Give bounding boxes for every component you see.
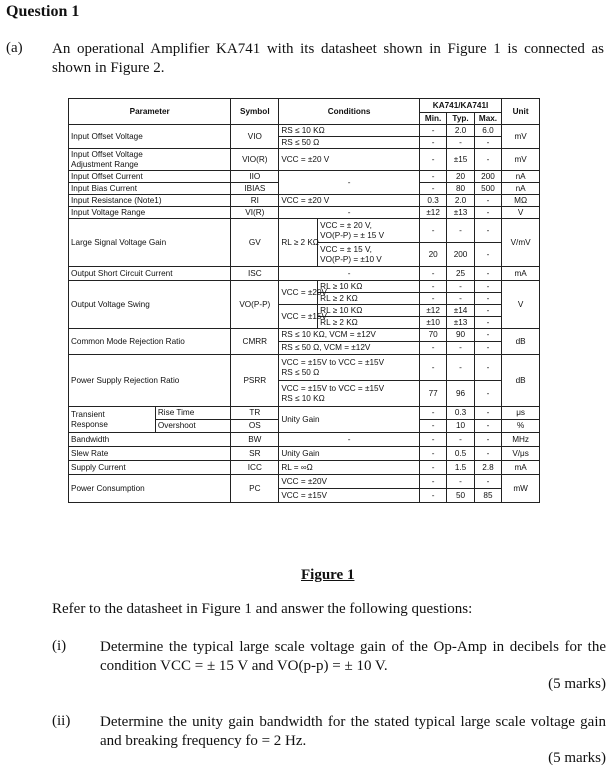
item-number-ii: (ii) <box>52 713 71 729</box>
item-number-i: (i) <box>52 638 67 654</box>
pc-min-1: - <box>419 475 446 489</box>
tr-min: - <box>419 407 446 420</box>
vior-max: - <box>474 149 501 171</box>
isc-typ: 25 <box>447 267 474 281</box>
icc-max: 2.8 <box>474 461 501 475</box>
header-device: KA741/KA741I <box>419 99 501 113</box>
param-ibias: Input Bias Current <box>69 183 231 195</box>
vio-min-1: - <box>419 125 446 137</box>
cond-gv-2 <box>318 243 420 267</box>
param-bw: Bandwidth <box>69 433 231 447</box>
param-gv: Large Signal Voltage Gain <box>69 219 231 267</box>
cond-psrr-1 <box>279 355 420 381</box>
os-max: - <box>474 420 501 433</box>
cmrr-typ-2: - <box>447 342 474 355</box>
param-iio: Input Offset Current <box>69 171 231 183</box>
item-text-i: Determine the typical large scale voltage gain of the Op-Amp in decibels for the condition VCC = ± 15 V and VO(p-p) = ± 10 V. <box>100 639 606 674</box>
cond-vopp-vcc1: VCC = ±20V <box>279 281 318 305</box>
bw-typ: - <box>447 433 474 447</box>
unit-isc: mA <box>502 267 540 281</box>
unit-iio: nA <box>502 171 540 183</box>
unit-vio: mV <box>502 125 540 149</box>
psrr-typ-2: 96 <box>447 381 474 407</box>
vopp-min-1: - <box>419 281 446 293</box>
cond-cmrr-2: RS ≤ 50 Ω, VCM = ±12V <box>279 342 420 355</box>
ri-typ: 2.0 <box>447 195 474 207</box>
ibias-min: - <box>419 183 446 195</box>
ri-min: 0.3 <box>419 195 446 207</box>
cond-cmrr-1: RS ≤ 10 KΩ, VCM = ±12V <box>279 329 420 342</box>
vopp-typ-1: - <box>447 281 474 293</box>
vopp-max-1: - <box>474 281 501 293</box>
sym-isc: ISC <box>231 267 279 281</box>
icc-typ: 1.5 <box>447 461 474 475</box>
sym-cmrr: CMRR <box>231 329 279 355</box>
cmrr-typ-1: 90 <box>447 329 474 342</box>
sym-vio: VIO <box>231 125 279 149</box>
sym-tr: TR <box>231 407 279 420</box>
cmrr-min-1: 70 <box>419 329 446 342</box>
cond-icc: RL = ∞Ω <box>279 461 420 475</box>
icc-min: - <box>419 461 446 475</box>
vopp-typ-4: ±13 <box>447 317 474 329</box>
unit-os: % <box>502 420 540 433</box>
vior-min: - <box>419 149 446 171</box>
vior-typ: ±15 <box>447 149 474 171</box>
cond-vio-1: RS ≤ 10 KΩ <box>279 125 420 137</box>
cond-psrr-2a: VCC = ±15V to VCC = ±15V <box>281 383 385 393</box>
gv-min-1: - <box>419 219 446 243</box>
param-cmrr: Common Mode Rejection Ratio <box>69 329 231 355</box>
cond-gv-rl: RL ≥ 2 KΩ <box>279 219 318 267</box>
sym-ibias: IBIAS <box>231 183 279 195</box>
sym-bw: BW <box>231 433 279 447</box>
unit-cmrr: dB <box>502 329 540 355</box>
cond-pc-2: VCC = ±15V <box>279 489 420 503</box>
vopp-max-2: - <box>474 293 501 305</box>
unit-gv: V/mV <box>502 219 540 267</box>
sym-vopp: VO(P-P) <box>231 281 279 329</box>
pc-typ-2: 50 <box>447 489 474 503</box>
header-parameter: Parameter <box>69 99 231 125</box>
tr-typ: 0.3 <box>447 407 474 420</box>
pc-typ-1: - <box>447 475 474 489</box>
cond-gv-1a: VCC = ± 20 V, <box>320 220 372 230</box>
unit-vir: V <box>502 207 540 219</box>
unit-psrr: dB <box>502 355 540 407</box>
gv-typ-1: - <box>447 219 474 243</box>
cmrr-max-2: - <box>474 342 501 355</box>
gv-max-2: - <box>474 243 501 267</box>
header-symbol: Symbol <box>231 99 279 125</box>
sym-psrr: PSRR <box>231 355 279 407</box>
cond-psrr-2 <box>279 381 420 407</box>
vio-max-1: 6.0 <box>474 125 501 137</box>
ibias-max: 500 <box>474 183 501 195</box>
header-typ: Typ. <box>447 113 474 125</box>
isc-max: - <box>474 267 501 281</box>
unit-pc: mW <box>502 475 540 503</box>
sym-os: OS <box>231 420 279 433</box>
cond-iio: - <box>279 171 420 195</box>
cond-psrr-1a: VCC = ±15V to VCC = ±15V <box>281 357 385 367</box>
gv-max-1: - <box>474 219 501 243</box>
cond-vir: - <box>279 207 420 219</box>
unit-ibias: nA <box>502 183 540 195</box>
param-vopp: Output Voltage Swing <box>69 281 231 329</box>
unit-vior: mV <box>502 149 540 171</box>
unit-sr: V/μs <box>502 447 540 461</box>
sym-iio: IIO <box>231 171 279 183</box>
cmrr-min-2: - <box>419 342 446 355</box>
psrr-min-2: 77 <box>419 381 446 407</box>
vopp-min-2: - <box>419 293 446 305</box>
question-title: Question 1 <box>6 3 80 20</box>
header-conditions: Conditions <box>279 99 420 125</box>
cond-gv-1b: VO(P-P) = ± 15 V <box>320 230 385 240</box>
cond-gv-2a: VCC = ± 15 V, <box>320 244 372 254</box>
header-unit: Unit <box>502 99 540 125</box>
vopp-typ-2: - <box>447 293 474 305</box>
os-min: - <box>419 420 446 433</box>
sym-pc: PC <box>231 475 279 503</box>
sym-gv: GV <box>231 219 279 267</box>
gv-min-2: 20 <box>419 243 446 267</box>
vio-max-2: - <box>474 137 501 149</box>
gv-typ-2: 200 <box>447 243 474 267</box>
iio-typ: 20 <box>447 171 474 183</box>
cond-vio-2: RS ≤ 50 Ω <box>279 137 420 149</box>
param-overshoot: Overshoot <box>155 420 230 433</box>
vopp-min-4: ±10 <box>419 317 446 329</box>
param-psrr: Power Supply Rejection Ratio <box>69 355 231 407</box>
datasheet-table <box>68 98 540 503</box>
os-typ: 10 <box>447 420 474 433</box>
question-intro: An operational Amplifier KA741 with its datasheet shown in Figure 1 is connected as shown in Figure 2. <box>52 41 604 76</box>
cmrr-max-1: - <box>474 329 501 342</box>
sym-sr: SR <box>231 447 279 461</box>
vir-max: - <box>474 207 501 219</box>
unit-icc: mA <box>502 461 540 475</box>
unit-tr: μs <box>502 407 540 420</box>
cond-vior: VCC = ±20 V <box>279 149 420 171</box>
tr-max: - <box>474 407 501 420</box>
bw-min: - <box>419 433 446 447</box>
cond-sr: Unity Gain <box>279 447 420 461</box>
bw-max: - <box>474 433 501 447</box>
cond-vopp-rl2: RL ≥ 2 KΩ <box>318 293 420 305</box>
param-ri: Input Resistance (Note1) <box>69 195 231 207</box>
pc-max-1: - <box>474 475 501 489</box>
param-transient-a: Transient <box>71 409 105 419</box>
param-vior <box>69 149 231 171</box>
cond-psrr-2b: RS ≤ 10 KΩ <box>281 393 325 403</box>
pc-min-2: - <box>419 489 446 503</box>
ibias-typ: 80 <box>447 183 474 195</box>
psrr-min-1: - <box>419 355 446 381</box>
pc-max-2: 85 <box>474 489 501 503</box>
param-vior-line1: Input Offset Voltage <box>71 149 143 159</box>
header-min: Min. <box>419 113 446 125</box>
sr-min: - <box>419 447 446 461</box>
part-label: (a) <box>6 40 23 56</box>
cond-vopp-rl1: RL ≥ 10 KΩ <box>318 281 420 293</box>
sym-vir: VI(R) <box>231 207 279 219</box>
sym-ri: RI <box>231 195 279 207</box>
cond-vopp-rl3: RL ≥ 10 KΩ <box>318 305 420 317</box>
vir-min: ±12 <box>419 207 446 219</box>
figure-caption: Figure 1 <box>301 567 355 583</box>
psrr-typ-1: - <box>447 355 474 381</box>
param-transient <box>69 407 156 433</box>
cond-bw: - <box>279 433 420 447</box>
psrr-max-2: - <box>474 381 501 407</box>
cond-ri: VCC = ±20 V <box>279 195 420 207</box>
item-marks-i: (5 marks) <box>548 676 606 692</box>
vio-min-2: - <box>419 137 446 149</box>
cond-pc-1: VCC = ±20V <box>279 475 420 489</box>
header-max: Max. <box>474 113 501 125</box>
item-text-ii: Determine the unity gain bandwidth for the stated typical large scale voltage gain and breaking frequency fo = 2 Hz. <box>100 714 606 749</box>
sym-icc: ICC <box>231 461 279 475</box>
iio-max: 200 <box>474 171 501 183</box>
sym-vior: VIO(R) <box>231 149 279 171</box>
psrr-max-1: - <box>474 355 501 381</box>
isc-min: - <box>419 267 446 281</box>
param-vio: Input Offset Voltage <box>69 125 231 149</box>
cond-isc: - <box>279 267 420 281</box>
vopp-min-3: ±12 <box>419 305 446 317</box>
cond-psrr-1b: RS ≤ 50 Ω <box>281 367 320 377</box>
param-vior-line2: Adjustment Range <box>71 159 139 169</box>
vio-typ-1: 2.0 <box>447 125 474 137</box>
vir-typ: ±13 <box>447 207 474 219</box>
cond-gv-1 <box>318 219 420 243</box>
cond-tr: Unity Gain <box>279 407 420 433</box>
unit-ri: MΩ <box>502 195 540 207</box>
param-icc: Supply Current <box>69 461 231 475</box>
iio-min: - <box>419 171 446 183</box>
param-rise-time: Rise Time <box>155 407 230 420</box>
param-vir: Input Voltage Range <box>69 207 231 219</box>
cond-vopp-rl4: RL ≥ 2 KΩ <box>318 317 420 329</box>
unit-vopp: V <box>502 281 540 329</box>
vopp-max-3: - <box>474 305 501 317</box>
refer-text: Refer to the datasheet in Figure 1 and answer the following questions: <box>52 601 473 617</box>
vopp-max-4: - <box>474 317 501 329</box>
param-isc: Output Short Circuit Current <box>69 267 231 281</box>
sr-max: - <box>474 447 501 461</box>
param-pc: Power Consumption <box>69 475 231 503</box>
vio-typ-2: - <box>447 137 474 149</box>
cond-gv-2b: VO(P-P) = ±10 V <box>320 254 382 264</box>
cond-vopp-vcc2: VCC = ±15V <box>279 305 318 329</box>
param-sr: Slew Rate <box>69 447 231 461</box>
sr-typ: 0.5 <box>447 447 474 461</box>
ri-max: - <box>474 195 501 207</box>
param-transient-b: Response <box>71 419 108 429</box>
unit-bw: MHz <box>502 433 540 447</box>
vopp-typ-3: ±14 <box>447 305 474 317</box>
item-marks-ii: (5 marks) <box>548 750 606 766</box>
